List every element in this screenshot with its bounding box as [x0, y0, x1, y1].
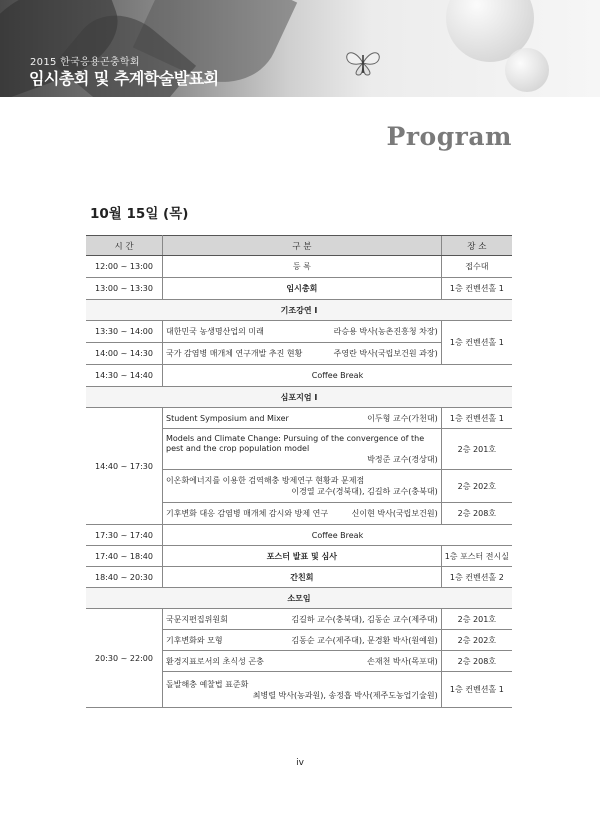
- bubble-decoration: [505, 48, 549, 92]
- row-content: [163, 651, 442, 672]
- row-place: 1층 컨벤션홀 1: [441, 278, 512, 300]
- speaker: 박정준 교수(경상대): [367, 454, 438, 464]
- table-row: [86, 567, 512, 588]
- session-title: 돌발해충 예찰법 표준화: [166, 679, 249, 689]
- row-place: 1층 컨벤션홀 2: [441, 567, 512, 588]
- banner-title: 임시총회 및 추계학술발표회: [29, 69, 219, 88]
- row-place: 2층 208호: [441, 503, 512, 525]
- session-title: 환경지표로서의 초식성 곤충: [166, 656, 264, 666]
- banner-subtitle: 2015 한국응용곤충학회: [30, 57, 140, 68]
- row-time: 12:00 ~ 13:00: [86, 256, 163, 278]
- row-place: 2층 201호: [441, 609, 512, 630]
- speaker: 이경열 교수(경북대), 김길하 교수(충북대): [291, 487, 438, 496]
- table-row: [86, 321, 512, 343]
- row-content: [163, 630, 442, 651]
- row-place: 2층 208호: [441, 651, 512, 672]
- speaker: 김길하 교수(충북대), 김동순 교수(제주대): [291, 614, 438, 624]
- row-place: 2층 202호: [441, 470, 512, 503]
- row-title: Coffee Break: [163, 365, 513, 387]
- row-place: 1층 포스터 전시실: [441, 546, 512, 567]
- program-title: Program: [386, 122, 512, 151]
- header-time: 시 간: [86, 236, 163, 256]
- row-content: [163, 429, 442, 470]
- row-time: 14:40 ~ 17:30: [86, 408, 163, 525]
- speaker: 라승용 박사(농촌진흥청 차장): [333, 327, 438, 336]
- speaker: 손재천 박사(목포대): [367, 656, 438, 666]
- row-time: 13:30 ~ 14:00: [86, 321, 163, 343]
- row-title: Coffee Break: [163, 525, 513, 546]
- row-time: 20:30 ~ 22:00: [86, 609, 163, 708]
- row-content: [163, 343, 442, 365]
- row-title: 등 록: [163, 256, 442, 278]
- row-content: [163, 503, 442, 525]
- row-content: [163, 470, 442, 503]
- program-table: [86, 235, 512, 708]
- row-title: 임시총회: [163, 278, 442, 300]
- row-place: 2층 202호: [441, 630, 512, 651]
- table-row: [86, 525, 512, 546]
- row-place: 1층 컨벤션홀 1: [441, 321, 512, 365]
- session-title: 국문지편집위원회: [166, 614, 228, 624]
- row-time: 13:00 ~ 13:30: [86, 278, 163, 300]
- header-place: 장 소: [441, 236, 512, 256]
- row-title: 간친회: [163, 567, 442, 588]
- speaker: 이두형 교수(가천대): [367, 413, 438, 423]
- table-row: [86, 546, 512, 567]
- session-title: Models and Climate Change: Pursuing of the convergence of the pest and the crop population model: [166, 433, 425, 453]
- row-time: 17:30 ~ 17:40: [86, 525, 163, 546]
- row-content: [163, 408, 442, 429]
- row-content: [163, 321, 442, 343]
- row-time: 14:30 ~ 14:40: [86, 365, 163, 387]
- table-row: [86, 278, 512, 300]
- speaker: 최병렬 박사(농과원), 송정흡 박사(제주도농업기술원): [252, 690, 438, 700]
- table-row: [86, 365, 512, 387]
- row-place: 2층 201호: [441, 429, 512, 470]
- row-place: 접수대: [441, 256, 512, 278]
- table-row: [86, 256, 512, 278]
- section-keynote: 기조강연 Ⅰ: [86, 300, 512, 321]
- section-symposium: 심포지엄 Ⅰ: [86, 387, 512, 408]
- session-title: 기후변화와 모형: [166, 635, 223, 645]
- section-header: [86, 300, 512, 321]
- row-place: 1층 컨벤션홀 1: [441, 408, 512, 429]
- section-header: [86, 588, 512, 609]
- session-title: 기후변화 대응 감염병 매개체 감시와 방제 연구: [166, 509, 329, 518]
- row-time: 14:00 ~ 14:30: [86, 343, 163, 365]
- session-title: Student Symposium and Mixer: [166, 413, 289, 423]
- speaker: 김동순 교수(제주대), 문경환 박사(원예원): [291, 635, 438, 645]
- row-content: [163, 672, 442, 708]
- section-small-meetings: 소모임: [86, 588, 512, 609]
- row-place: 1층 컨벤션홀 1: [441, 672, 512, 708]
- session-title: 국가 감염병 매개체 연구개발 추진 현황: [166, 349, 303, 358]
- section-header: [86, 387, 512, 408]
- row-time: 17:40 ~ 18:40: [86, 546, 163, 567]
- date-heading: 10월 15일 (목): [90, 206, 189, 222]
- session-title: 대한민국 농생명산업의 미래: [166, 327, 264, 336]
- speaker: 신이현 박사(국립보건원): [351, 509, 438, 518]
- page-number: iv: [296, 758, 304, 768]
- row-content: [163, 609, 442, 630]
- speaker: 주영란 박사(국립보건원 과장): [333, 349, 438, 358]
- row-time: 18:40 ~ 20:30: [86, 567, 163, 588]
- header-division: 구 분: [163, 236, 442, 256]
- table-row: [86, 408, 512, 429]
- header-banner: [0, 0, 600, 97]
- session-title: 이온화에너지를 이용한 검역해충 방제연구 현황과 문제점: [166, 476, 365, 485]
- table-header: [86, 236, 512, 256]
- butterfly-icon: [343, 47, 383, 79]
- table-row: [86, 609, 512, 630]
- row-title: 포스터 발표 및 심사: [163, 546, 442, 567]
